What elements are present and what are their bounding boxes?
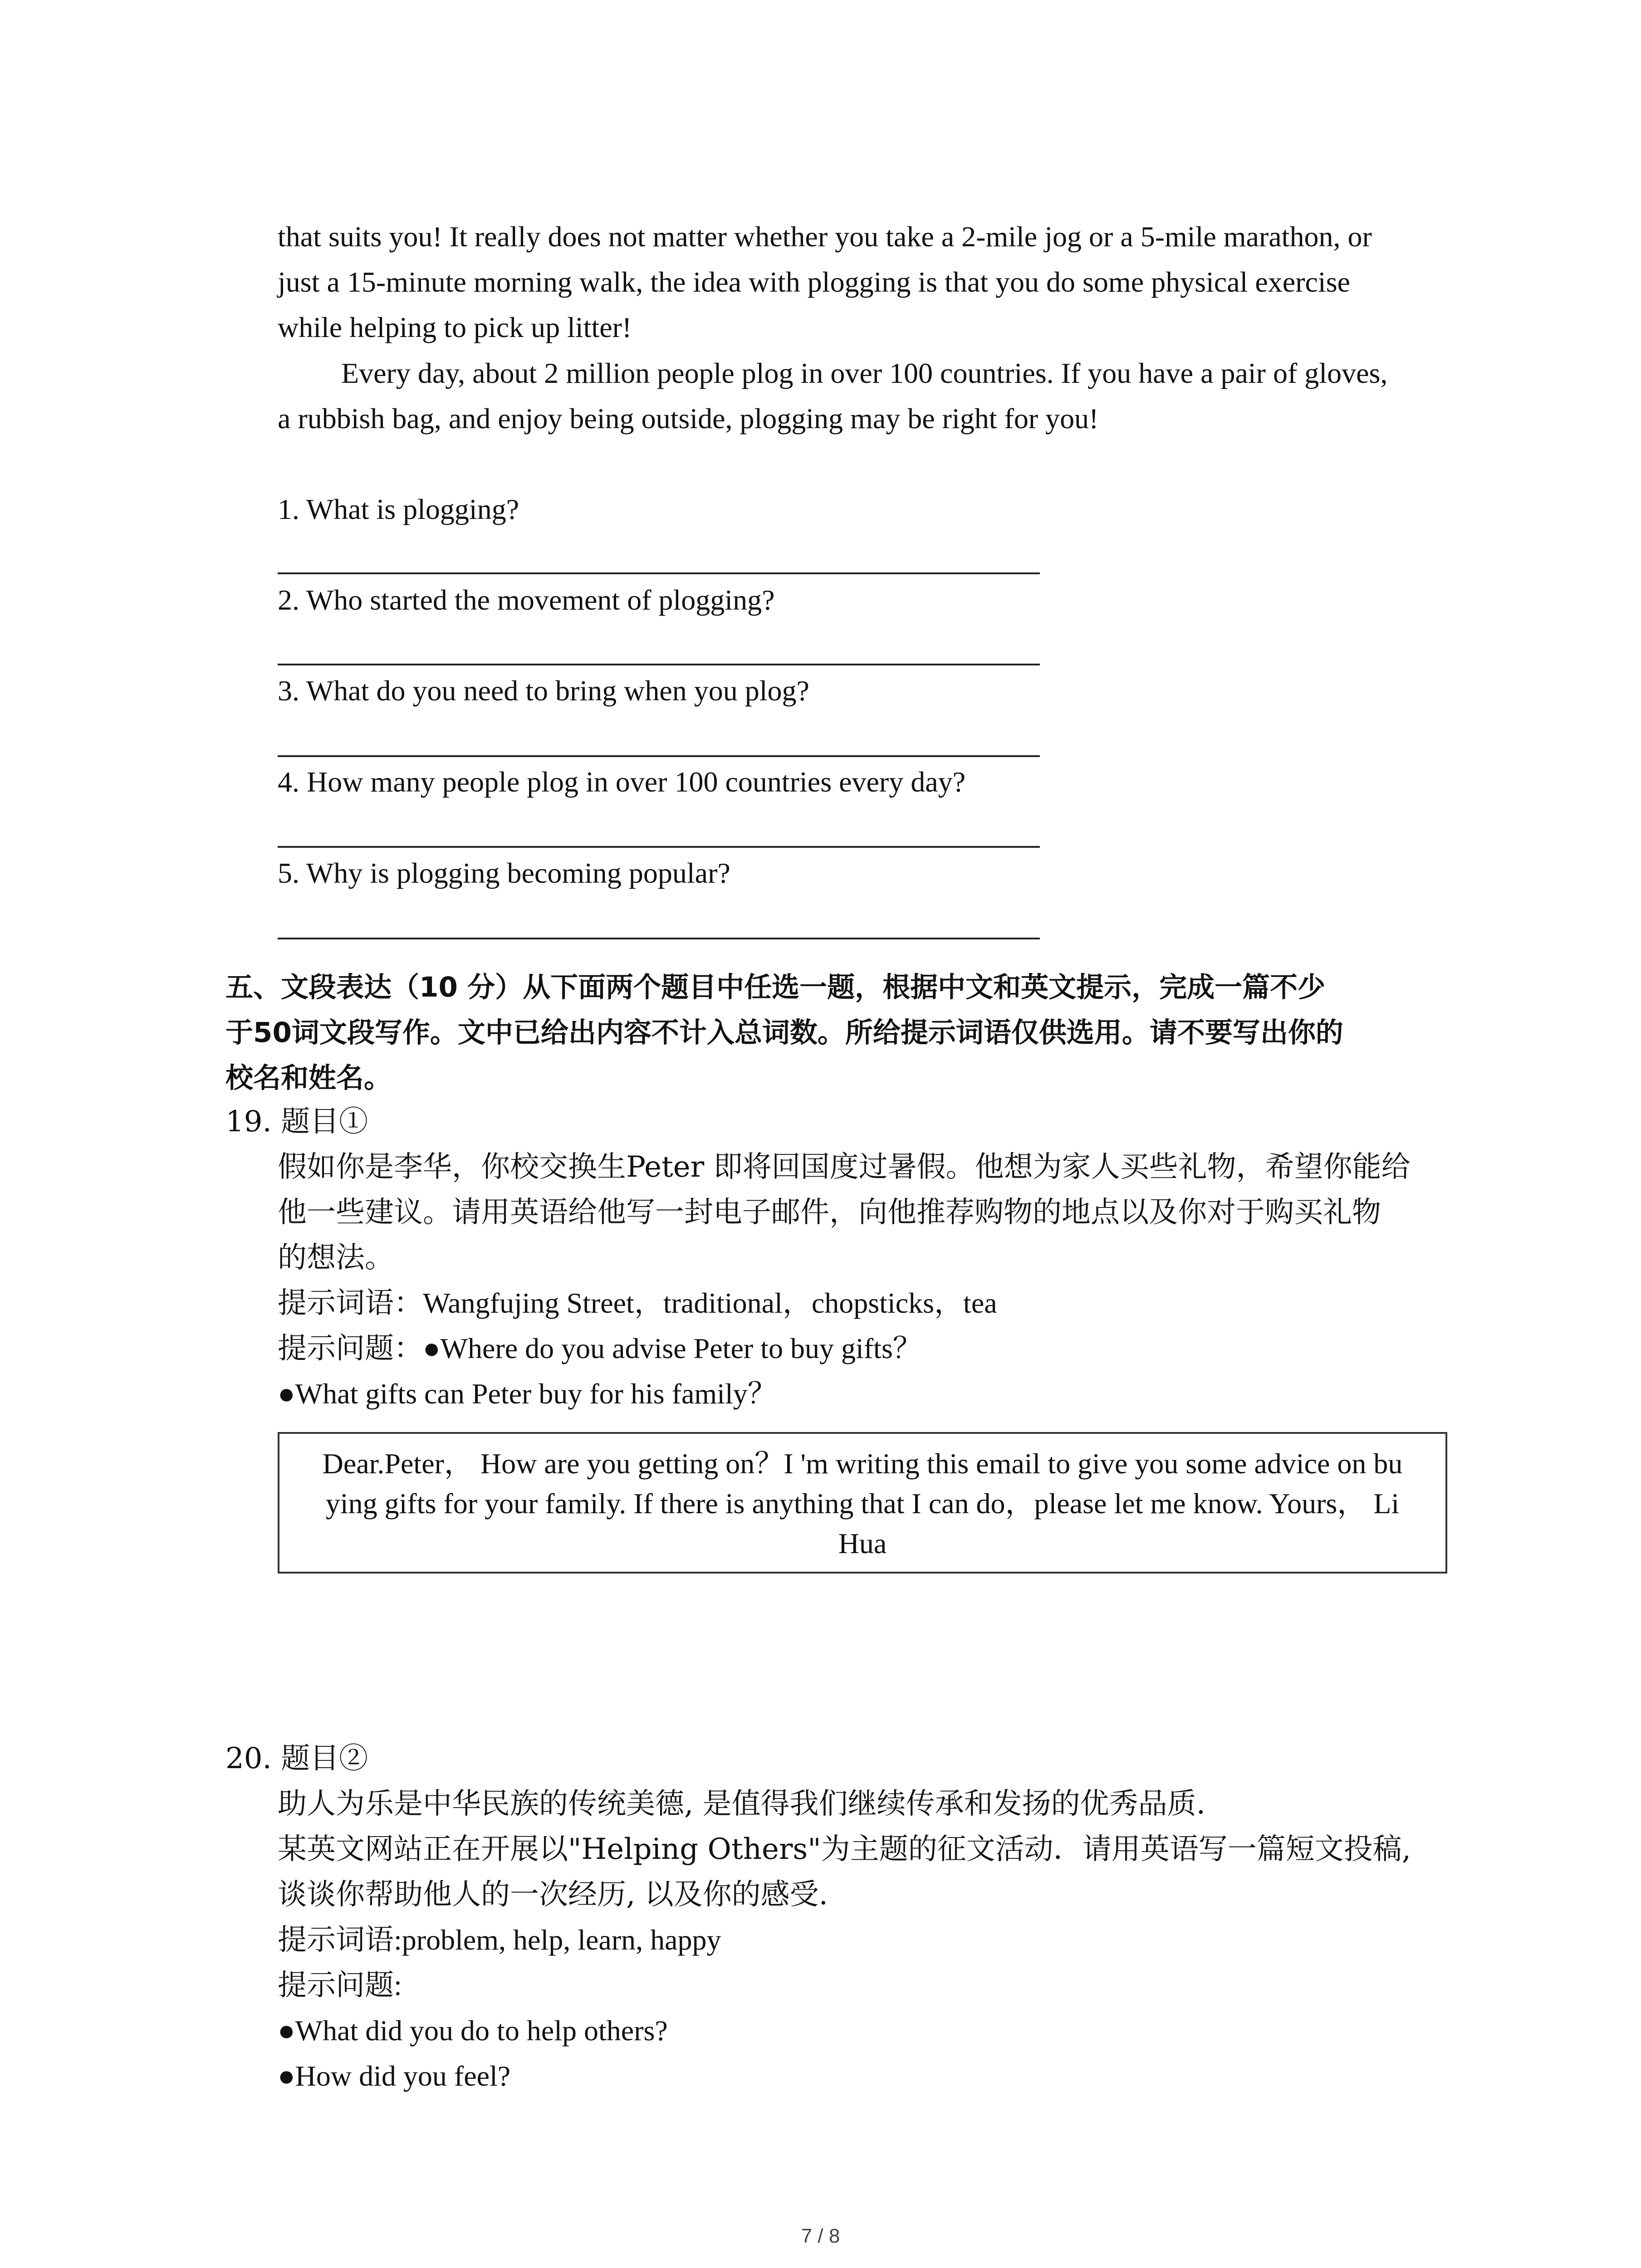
answer-line-2[interactable] xyxy=(278,664,1040,665)
page-number: 7 / 8 xyxy=(801,2225,840,2247)
question-20-hint-words: 提示词语:problem, help, learn, happy xyxy=(278,1924,721,1956)
question-19-line: 的想法。 xyxy=(278,1241,394,1275)
section-heading: 校名和姓名。 xyxy=(225,1062,392,1094)
question-20-hint-label: 提示问题: xyxy=(278,1969,402,2001)
question-19-line: 他一些建议。请用英语给他写一封电子邮件，向他推荐购物的地点以及你对于购买礼物 xyxy=(278,1196,1381,1229)
answer-line-4[interactable] xyxy=(278,846,1040,848)
question-19-hint-question: ●What gifts can Peter buy for his family？ xyxy=(278,1378,777,1410)
section-heading: 五、文段表达（10 分）从下面两个题目中任选一题，根据中文和英文提示，完成一篇不少 xyxy=(225,971,1326,1003)
email-template-box xyxy=(278,1432,1447,1574)
answer-line-3[interactable] xyxy=(278,755,1040,757)
passage-line: Every day, about 2 million people plog in over 100 countries. If you have a pair of gloves, xyxy=(341,357,1388,389)
question-20-line: 某英文网站正在开展以"Helping Others"为主题的征文活动．请用英语写一篇短文投稿, xyxy=(278,1833,1411,1866)
question-1: 1. What is plogging? xyxy=(278,493,519,525)
email-template-line: ying gifts for your family. If there is anything that I can do，please let me know. Yours， Li xyxy=(325,1487,1400,1520)
question-2: 2. Who started the movement of plogging? xyxy=(278,584,775,616)
section-heading: 于50词文段写作。文中已给出内容不计入总词数。所给提示词语仅供选用。请不要写出你的 xyxy=(225,1017,1343,1049)
question-19-line: 假如你是李华，你校交换生Peter 即将回国度过暑假。他想为家人买些礼物，希望你能给 xyxy=(278,1150,1411,1184)
question-20-number: 20. 题目② xyxy=(225,1742,368,1775)
question-19-number: 19. 题目① xyxy=(225,1105,368,1139)
passage-line: while helping to pick up litter! xyxy=(278,311,632,343)
question-20-line: 助人为乐是中华民族的传统美德, 是值得我们继续传承和发扬的优秀品质. xyxy=(278,1787,1206,1821)
question-20-hint-question: ●What did you do to help others? xyxy=(278,2014,668,2047)
answer-line-5[interactable] xyxy=(278,938,1040,939)
question-20-hint-question: ●How did you feel? xyxy=(278,2060,511,2092)
answer-line-1[interactable] xyxy=(278,572,1040,574)
question-4: 4. How many people plog in over 100 countries every day? xyxy=(278,766,966,798)
email-template-line: Dear.Peter， How are you getting on？I 'm writing this email to give you some advice on bu xyxy=(322,1447,1403,1480)
question-19-hint-words: 提示词语：Wangfujing Street，traditional，chopsticks，tea xyxy=(278,1287,997,1319)
question-3: 3. What do you need to bring when you plog? xyxy=(278,675,809,707)
question-5: 5. Why is plogging becoming popular? xyxy=(278,857,730,889)
passage-line: that suits you! It really does not matter whether you take a 2-mile jog or a 5-mile marathon, or xyxy=(278,220,1372,253)
passage-line: a rubbish bag, and enjoy being outside, plogging may be right for you! xyxy=(278,402,1099,435)
email-template-line: Hua xyxy=(838,1527,887,1559)
question-19-hint-question: 提示问题：●Where do you advise Peter to buy gifts？ xyxy=(278,1332,922,1364)
question-20-line: 谈谈你帮助他人的一次经历, 以及你的感受. xyxy=(278,1878,828,1911)
passage-line: just a 15-minute morning walk, the idea with plogging is that you do some physical exercise xyxy=(278,266,1350,298)
